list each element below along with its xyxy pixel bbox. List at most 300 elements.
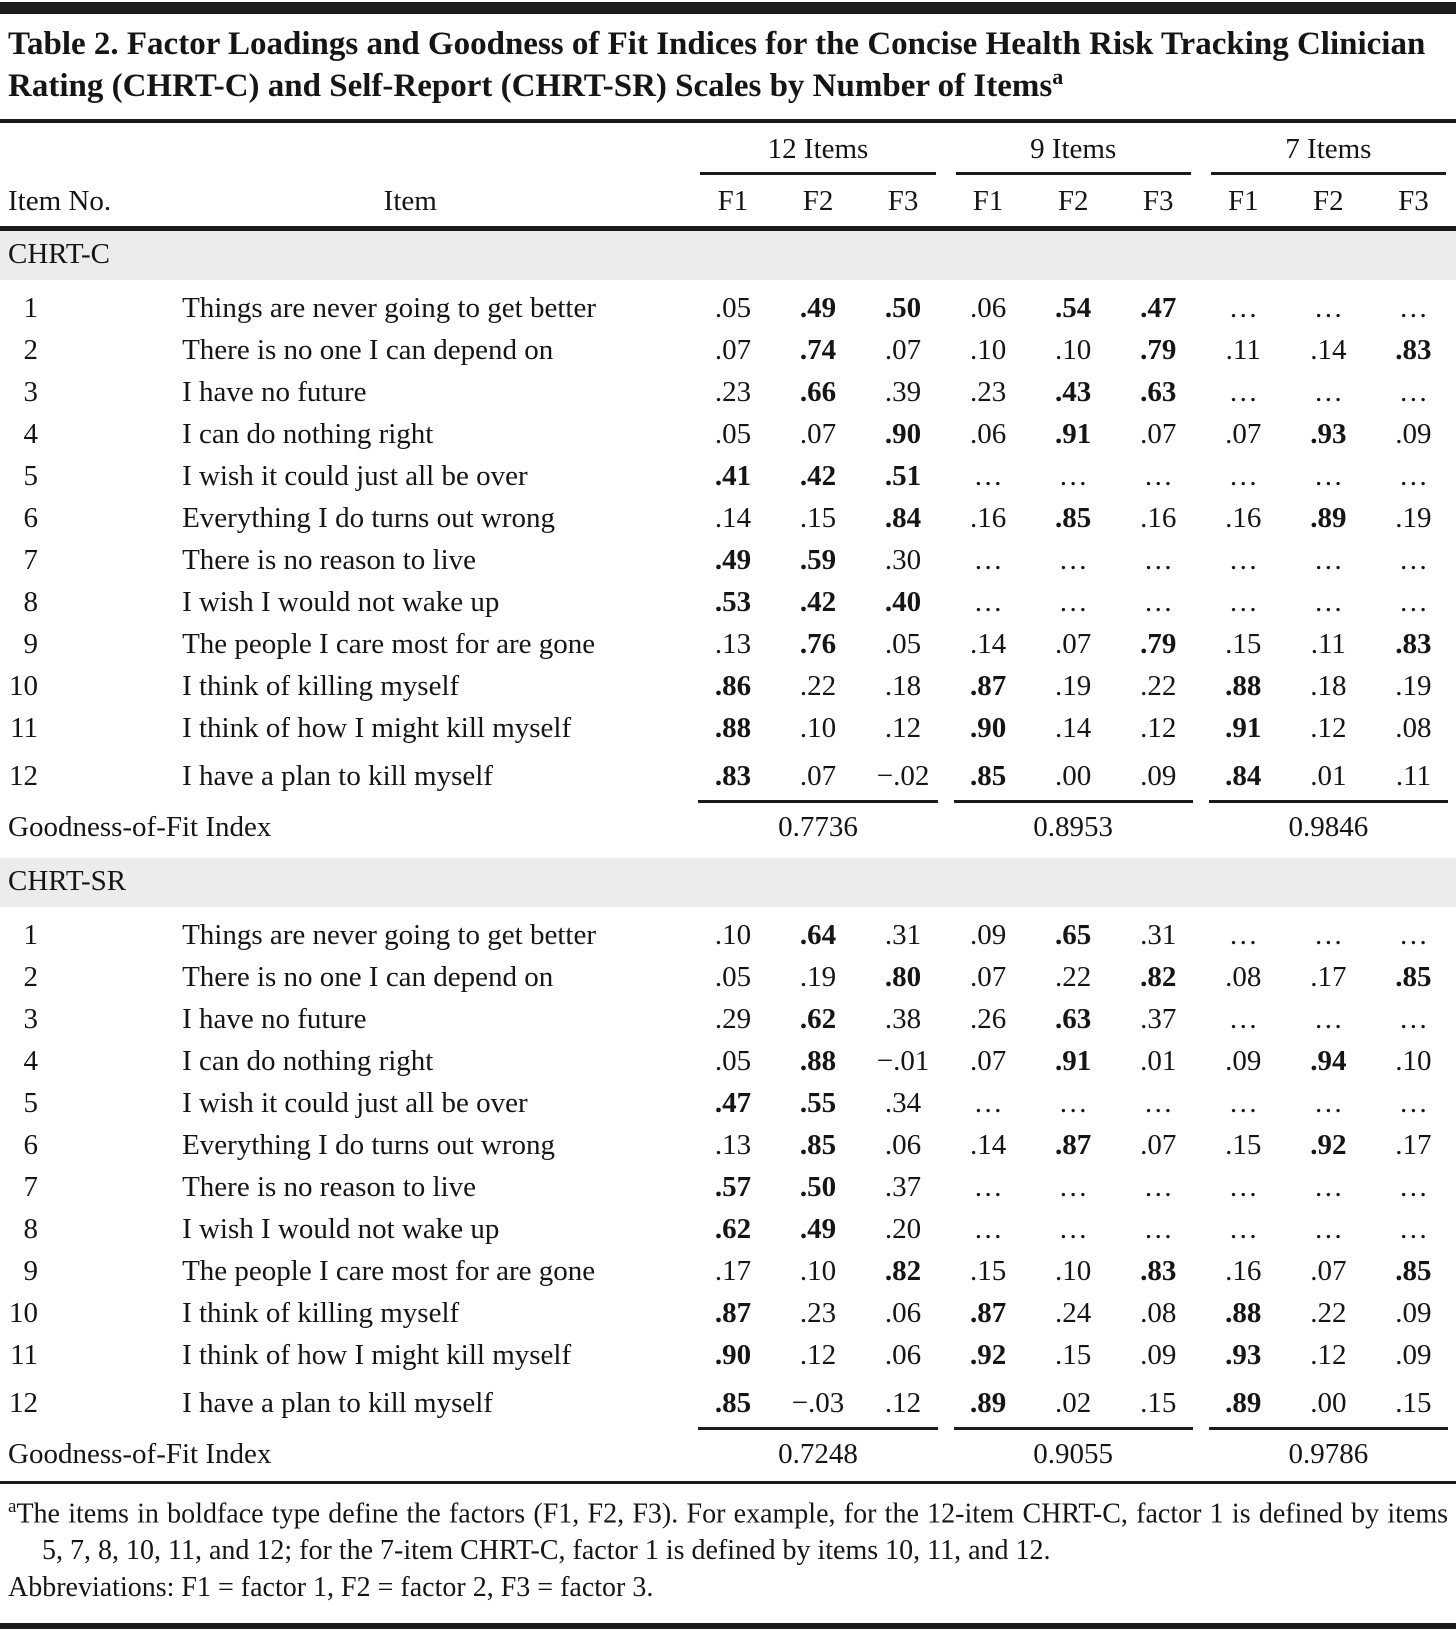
loading-value-cell: .89 <box>1225 1386 1262 1419</box>
group-bottom-rule <box>1209 800 1448 807</box>
loading-value-cell: .14 <box>714 501 752 534</box>
loading-value-cell: .00 <box>1055 759 1092 792</box>
goodness-of-fit-value: 0.9846 <box>1288 810 1369 843</box>
loading-value-cell: .31 <box>1140 918 1177 951</box>
loading-value-cell: .06 <box>884 1296 922 1329</box>
loading-value-cell: .14 <box>1055 711 1092 744</box>
column-header-f3: F3 <box>1116 175 1201 229</box>
loading-value-cell: .10 <box>799 1254 837 1287</box>
item-no-cell <box>0 540 130 582</box>
item-no: 4 <box>23 1044 38 1077</box>
loading-value-cell: .62 <box>714 1212 752 1245</box>
loading-value-cell: .49 <box>799 291 837 324</box>
loading-value-cell: .07 <box>969 960 1007 993</box>
loading-value-cell: .19 <box>1055 669 1092 702</box>
goodness-of-fit-row <box>0 1434 1456 1483</box>
item-text-cell: Things are never going to get better <box>182 918 596 951</box>
item-text-cell: I think of killing myself <box>182 669 460 702</box>
table-row <box>0 1041 1456 1083</box>
group-header-12-items <box>690 123 945 175</box>
item-text-cell: The people I care most for are gone <box>182 1254 596 1287</box>
item-text-cell: I think of how I might kill myself <box>182 711 572 744</box>
table-row <box>0 1125 1456 1167</box>
table-header <box>0 123 1456 229</box>
loading-value-cell: .55 <box>799 1086 837 1119</box>
group-header-7-items <box>1201 123 1456 175</box>
group-label: 7 Items <box>1285 132 1372 165</box>
loading-value-cell: .94 <box>1310 1044 1347 1077</box>
goodness-of-fit-row <box>0 807 1456 856</box>
item-text-cell: I think of killing myself <box>182 1296 460 1329</box>
loading-value-cell: … <box>973 1170 1003 1203</box>
item-no-cell <box>0 957 130 999</box>
group-bottom-rule <box>1209 1427 1448 1434</box>
footnote-abbreviations: Abbreviations: F1 = factor 1, F2 = factor 2, F3 = factor 3. <box>8 1571 654 1603</box>
factor-loadings-table <box>0 123 1456 1484</box>
loading-value-cell: … <box>973 585 1003 618</box>
rule-spacer <box>0 798 690 807</box>
item-no: 2 <box>23 333 38 366</box>
loading-value-cell: .08 <box>1395 711 1432 744</box>
loading-value-cell: … <box>1398 543 1428 576</box>
item-no-cell <box>0 456 130 498</box>
item-no-cell <box>0 911 130 957</box>
group-label: 9 Items <box>1030 132 1117 165</box>
group-header-spacer <box>0 123 690 175</box>
table-row <box>0 498 1456 540</box>
item-no: 1 <box>23 291 38 324</box>
table-row <box>0 750 1456 798</box>
loading-value-cell: .59 <box>799 543 837 576</box>
table-row <box>0 456 1456 498</box>
table-row <box>0 1209 1456 1251</box>
loading-value-cell: .93 <box>1225 1338 1262 1371</box>
column-header-f1: F1 <box>1201 175 1286 229</box>
loading-value-cell: .87 <box>969 669 1007 702</box>
goodness-of-fit-value: 0.9786 <box>1288 1437 1369 1470</box>
item-no: 5 <box>23 459 38 492</box>
item-no-cell <box>0 582 130 624</box>
loading-value-cell: .01 <box>1140 1044 1177 1077</box>
item-no: 7 <box>23 543 38 576</box>
loading-value-cell: .08 <box>1140 1296 1177 1329</box>
loading-value-cell: … <box>1143 1170 1173 1203</box>
loading-value-cell: … <box>1228 459 1258 492</box>
loading-value-cell: … <box>973 543 1003 576</box>
loading-value-cell: .80 <box>884 960 922 993</box>
group-rule-cell <box>946 1425 1201 1434</box>
item-no: 9 <box>23 1254 38 1287</box>
item-no-cell <box>0 708 130 750</box>
loading-value-cell: .88 <box>1225 1296 1262 1329</box>
loading-value-cell: .85 <box>969 759 1007 792</box>
group-rule-row <box>0 798 1456 807</box>
loading-value-cell: .63 <box>1140 375 1177 408</box>
item-text-cell: I have no future <box>182 1002 367 1035</box>
goodness-of-fit-label: Goodness-of-Fit Index <box>8 810 272 843</box>
table-row <box>0 624 1456 666</box>
loading-value-cell: .87 <box>714 1296 752 1329</box>
loading-value-cell: .07 <box>1310 1254 1347 1287</box>
goodness-of-fit-value: 0.7736 <box>778 810 858 843</box>
item-no: 6 <box>23 1128 38 1161</box>
item-no-cell <box>0 1251 130 1293</box>
loading-value-cell: .17 <box>1395 1128 1432 1161</box>
table-row <box>0 1377 1456 1425</box>
item-no: 2 <box>23 960 38 993</box>
loading-value-cell: .22 <box>1140 669 1177 702</box>
loading-value-cell: .34 <box>884 1086 922 1119</box>
loading-value-cell: … <box>1313 375 1343 408</box>
loading-value-cell: … <box>1398 918 1428 951</box>
item-text-cell: There is no reason to live <box>182 543 477 576</box>
loading-value-cell: .12 <box>1310 711 1347 744</box>
column-header-f1: F1 <box>946 175 1031 229</box>
column-header-item: Item <box>130 175 690 229</box>
loading-value-cell: .06 <box>884 1338 922 1371</box>
loading-value-cell: .90 <box>714 1338 752 1371</box>
item-text-cell: I wish I would not wake up <box>182 1212 500 1245</box>
column-header-f3: F3 <box>1371 175 1456 229</box>
loading-value-cell: .50 <box>884 291 922 324</box>
loading-value-cell: .85 <box>1395 960 1432 993</box>
loading-value-cell: .89 <box>1310 501 1347 534</box>
loading-value-cell: .40 <box>884 585 922 618</box>
loading-value-cell: −.01 <box>876 1044 930 1077</box>
loading-value-cell: … <box>1398 1002 1428 1035</box>
loading-value-cell: .07 <box>714 333 752 366</box>
loading-value-cell: .07 <box>1225 417 1262 450</box>
loading-value-cell: … <box>1313 1086 1343 1119</box>
item-no-cell <box>0 1167 130 1209</box>
item-text-cell: There is no one I can depend on <box>182 333 554 366</box>
group-bottom-rule <box>698 800 937 807</box>
item-no-cell <box>0 1125 130 1167</box>
loading-value-cell: .11 <box>1310 627 1346 660</box>
loading-value-cell: .24 <box>1055 1296 1092 1329</box>
loading-value-cell: … <box>1313 1170 1343 1203</box>
table-title-footnote-marker: a <box>1052 64 1064 90</box>
table-row <box>0 1293 1456 1335</box>
item-no: 8 <box>23 1212 38 1245</box>
loading-value-cell: … <box>1143 1212 1173 1245</box>
loading-value-cell: .91 <box>1055 417 1092 450</box>
item-no-cell <box>0 624 130 666</box>
loading-value-cell: .09 <box>969 918 1007 951</box>
loading-value-cell: .15 <box>1225 1128 1262 1161</box>
loading-value-cell: .84 <box>884 501 922 534</box>
loading-value-cell: .76 <box>799 627 837 660</box>
item-no: 3 <box>23 1002 38 1035</box>
bottom-rule <box>0 1623 1456 1629</box>
loading-value-cell: .92 <box>1310 1128 1347 1161</box>
loading-value-cell: .42 <box>799 459 837 492</box>
loading-value-cell: .90 <box>884 417 922 450</box>
item-text-cell: The people I care most for are gone <box>182 627 596 660</box>
loading-value-cell: .16 <box>1140 501 1177 534</box>
loading-value-cell: .15 <box>1225 627 1262 660</box>
table-title-text: Table 2. Factor Loadings and Goodness of Fit Indices for the Concise Health Risk Tracking Clinician Rating (CHRT-C) and Self-Report (CHRT-SR) Scales by Number of Items <box>8 26 1426 105</box>
group-rule-cell <box>946 798 1201 807</box>
loading-value-cell: .16 <box>969 501 1007 534</box>
group-bottom-rule <box>954 800 1193 807</box>
table-row <box>0 708 1456 750</box>
table-title <box>0 14 1456 119</box>
loading-value-cell: .12 <box>1310 1338 1347 1371</box>
loading-value-cell: .29 <box>714 1002 752 1035</box>
loading-value-cell: … <box>1228 585 1258 618</box>
loading-value-cell: .83 <box>1395 333 1432 366</box>
loading-value-cell: .89 <box>969 1386 1007 1419</box>
loading-value-cell: .49 <box>714 543 752 576</box>
table-row <box>0 284 1456 330</box>
loading-value-cell: .10 <box>1395 1044 1432 1077</box>
loading-value-cell: … <box>1228 1212 1258 1245</box>
loading-value-cell: .10 <box>1055 333 1092 366</box>
loading-value-cell: .15 <box>969 1254 1007 1287</box>
loading-value-cell: .11 <box>1395 759 1432 792</box>
section-band-row <box>0 228 1456 284</box>
loading-value-cell: .09 <box>1395 417 1432 450</box>
loading-value-cell: … <box>1398 1212 1428 1245</box>
footnote <box>0 1484 1456 1623</box>
loading-value-cell: .07 <box>799 417 837 450</box>
loading-value-cell: .83 <box>1140 1254 1177 1287</box>
goodness-of-fit-value: 0.9055 <box>1033 1437 1114 1470</box>
loading-value-cell: .18 <box>1310 669 1347 702</box>
loading-value-cell: .01 <box>1310 759 1347 792</box>
item-no-cell <box>0 414 130 456</box>
loading-value-cell: .06 <box>969 291 1007 324</box>
loading-value-cell: .05 <box>714 1044 752 1077</box>
footnote-text: The items in boldface type define the factors (F1, F2, F3). For example, for the 12-item CHRT-C, factor 1 is defined by items 5, 7, 8, 10, 11, and 12; for the 7-item CHRT-C, factor 1 is defined by items 10, 11, and 12. <box>16 1497 1448 1566</box>
item-no: 4 <box>23 417 38 450</box>
loading-value-cell: … <box>1058 585 1088 618</box>
loading-value-cell: .09 <box>1140 759 1177 792</box>
group-rule-cell <box>1201 798 1456 807</box>
loading-value-cell: .16 <box>1225 1254 1262 1287</box>
group-label: 12 Items <box>767 132 869 165</box>
loading-value-cell: .57 <box>714 1170 752 1203</box>
item-no: 8 <box>23 585 38 618</box>
item-text-cell: I think of how I might kill myself <box>182 1338 572 1371</box>
loading-value-cell: .15 <box>1055 1338 1092 1371</box>
loading-value-cell: .05 <box>714 291 752 324</box>
loading-value-cell: .79 <box>1140 627 1177 660</box>
group-bottom-rule <box>698 1427 937 1434</box>
loading-value-cell: .05 <box>714 417 752 450</box>
loading-value-cell: .37 <box>884 1170 922 1203</box>
table-body <box>0 228 1456 1484</box>
column-header-f2: F2 <box>1031 175 1116 229</box>
loading-value-cell: .53 <box>714 585 752 618</box>
loading-value-cell: .39 <box>884 375 922 408</box>
item-no: 10 <box>9 1296 38 1329</box>
column-header-f2: F2 <box>775 175 860 229</box>
loading-value-cell: .08 <box>1225 960 1262 993</box>
loading-value-cell: .19 <box>1395 669 1432 702</box>
loading-value-cell: −.02 <box>876 759 930 792</box>
loading-value-cell: .86 <box>714 669 752 702</box>
loading-value-cell: .85 <box>714 1386 752 1419</box>
item-no: 12 <box>9 759 38 792</box>
group-rule-cell <box>690 1425 945 1434</box>
loading-value-cell: .17 <box>1310 960 1347 993</box>
loading-value-cell: .43 <box>1055 375 1092 408</box>
loading-value-cell: .87 <box>1055 1128 1092 1161</box>
loading-value-cell: .26 <box>969 1002 1007 1035</box>
goodness-of-fit-value: 0.8953 <box>1033 810 1114 843</box>
loading-value-cell: .87 <box>969 1296 1007 1329</box>
loading-value-cell: .92 <box>969 1338 1007 1371</box>
item-text-cell: I have a plan to kill myself <box>182 759 493 792</box>
item-text-cell: Things are never going to get better <box>182 291 596 324</box>
table-row <box>0 911 1456 957</box>
item-text-cell: I wish it could just all be over <box>182 1086 528 1119</box>
loading-value-cell: .65 <box>1055 918 1092 951</box>
loading-value-cell: .10 <box>1055 1254 1092 1287</box>
loading-value-cell: .16 <box>1225 501 1262 534</box>
group-rule-cell <box>1201 1425 1456 1434</box>
table-row <box>0 666 1456 708</box>
item-text-cell: There is no one I can depend on <box>182 960 554 993</box>
loading-value-cell: .83 <box>714 759 752 792</box>
loading-value-cell: .10 <box>799 711 837 744</box>
group-header-9-items <box>946 123 1201 175</box>
loading-value-cell: .22 <box>799 669 837 702</box>
loading-value-cell: .15 <box>799 501 837 534</box>
section-band-row <box>0 856 1456 911</box>
loading-value-cell: .23 <box>714 375 752 408</box>
loading-value-cell: .07 <box>969 1044 1007 1077</box>
item-no: 10 <box>9 669 38 702</box>
loading-value-cell: … <box>1398 291 1428 324</box>
loading-value-cell: .09 <box>1140 1338 1177 1371</box>
item-text-cell: There is no reason to live <box>182 1170 477 1203</box>
loading-value-cell: .37 <box>1140 1002 1177 1035</box>
loading-value-cell: … <box>1313 543 1343 576</box>
loading-value-cell: .19 <box>1395 501 1432 534</box>
item-no-cell <box>0 1377 130 1425</box>
table-row <box>0 1335 1456 1377</box>
loading-value-cell: … <box>1313 585 1343 618</box>
loading-value-cell: .07 <box>884 333 922 366</box>
loading-value-cell: .38 <box>884 1002 922 1035</box>
loading-value-cell: .93 <box>1310 417 1347 450</box>
table-row <box>0 372 1456 414</box>
loading-value-cell: … <box>1228 291 1258 324</box>
loading-value-cell: .10 <box>714 918 752 951</box>
loading-value-cell: … <box>1058 459 1088 492</box>
loading-value-cell: .41 <box>714 459 752 492</box>
loading-value-cell: .50 <box>799 1170 837 1203</box>
loading-value-cell: .22 <box>1310 1296 1347 1329</box>
group-bottom-rule <box>954 1427 1193 1434</box>
loading-value-cell: .23 <box>799 1296 837 1329</box>
loading-value-cell: .14 <box>969 1128 1007 1161</box>
loading-value-cell: … <box>1313 291 1343 324</box>
group-rule-row <box>0 1425 1456 1434</box>
item-no: 11 <box>10 711 38 744</box>
loading-value-cell: .23 <box>969 375 1007 408</box>
item-no: 11 <box>10 1338 38 1371</box>
column-header-row <box>0 175 1456 229</box>
section-name: CHRT-SR <box>0 856 1456 911</box>
loading-value-cell: .88 <box>714 711 752 744</box>
loading-value-cell: .00 <box>1310 1386 1347 1419</box>
section-name: CHRT-C <box>0 228 1456 284</box>
loading-value-cell: .18 <box>884 669 922 702</box>
loading-value-cell: … <box>1228 375 1258 408</box>
loading-value-cell: .22 <box>1055 960 1092 993</box>
table-row <box>0 957 1456 999</box>
loading-value-cell: .91 <box>1055 1044 1092 1077</box>
item-text-cell: I have a plan to kill myself <box>182 1386 493 1419</box>
item-no: 5 <box>23 1086 38 1119</box>
loading-value-cell: … <box>1398 1086 1428 1119</box>
table-row <box>0 999 1456 1041</box>
item-text-cell: I wish I would not wake up <box>182 585 500 618</box>
loading-value-cell: −.03 <box>791 1386 845 1419</box>
loading-value-cell: … <box>1398 585 1428 618</box>
item-no-cell <box>0 498 130 540</box>
loading-value-cell: .62 <box>799 1002 837 1035</box>
loading-value-cell: … <box>1228 1002 1258 1035</box>
loading-value-cell: … <box>1058 1170 1088 1203</box>
loading-value-cell: .09 <box>1395 1296 1432 1329</box>
item-text-cell: I wish it could just all be over <box>182 459 528 492</box>
item-no-cell <box>0 1335 130 1377</box>
loading-value-cell: .19 <box>799 960 837 993</box>
loading-value-cell: .63 <box>1055 1002 1092 1035</box>
loading-value-cell: … <box>1228 1086 1258 1119</box>
item-text-cell: Everything I do turns out wrong <box>182 1128 555 1161</box>
loading-value-cell: … <box>1313 918 1343 951</box>
loading-value-cell: .88 <box>799 1044 837 1077</box>
loading-value-cell: .14 <box>1310 333 1347 366</box>
loading-value-cell: .82 <box>884 1254 922 1287</box>
item-no-cell <box>0 1209 130 1251</box>
table-row <box>0 540 1456 582</box>
loading-value-cell: … <box>1398 1170 1428 1203</box>
item-no-cell <box>0 1293 130 1335</box>
item-text-cell: Everything I do turns out wrong <box>182 501 555 534</box>
loading-value-cell: .74 <box>799 333 837 366</box>
loading-value-cell: … <box>973 1086 1003 1119</box>
loading-value-cell: .10 <box>969 333 1007 366</box>
loading-value-cell: .12 <box>799 1338 837 1371</box>
loading-value-cell: .85 <box>1395 1254 1432 1287</box>
loading-value-cell: .66 <box>799 375 837 408</box>
item-no-cell <box>0 372 130 414</box>
loading-value-cell: … <box>1143 585 1173 618</box>
loading-value-cell: .13 <box>714 627 752 660</box>
loading-value-cell: .82 <box>1140 960 1177 993</box>
loading-value-cell: … <box>1143 1086 1173 1119</box>
table-row <box>0 414 1456 456</box>
loading-value-cell: … <box>1228 918 1258 951</box>
column-header-f1: F1 <box>690 175 775 229</box>
item-no-cell <box>0 1041 130 1083</box>
column-header-f3: F3 <box>861 175 946 229</box>
loading-value-cell: .54 <box>1055 291 1092 324</box>
loading-value-cell: .15 <box>1140 1386 1177 1419</box>
loading-value-cell: … <box>1143 543 1173 576</box>
footnote-main <box>8 1494 1448 1570</box>
table-row <box>0 330 1456 372</box>
loading-value-cell: .14 <box>969 627 1007 660</box>
loading-value-cell: .15 <box>1395 1386 1432 1419</box>
